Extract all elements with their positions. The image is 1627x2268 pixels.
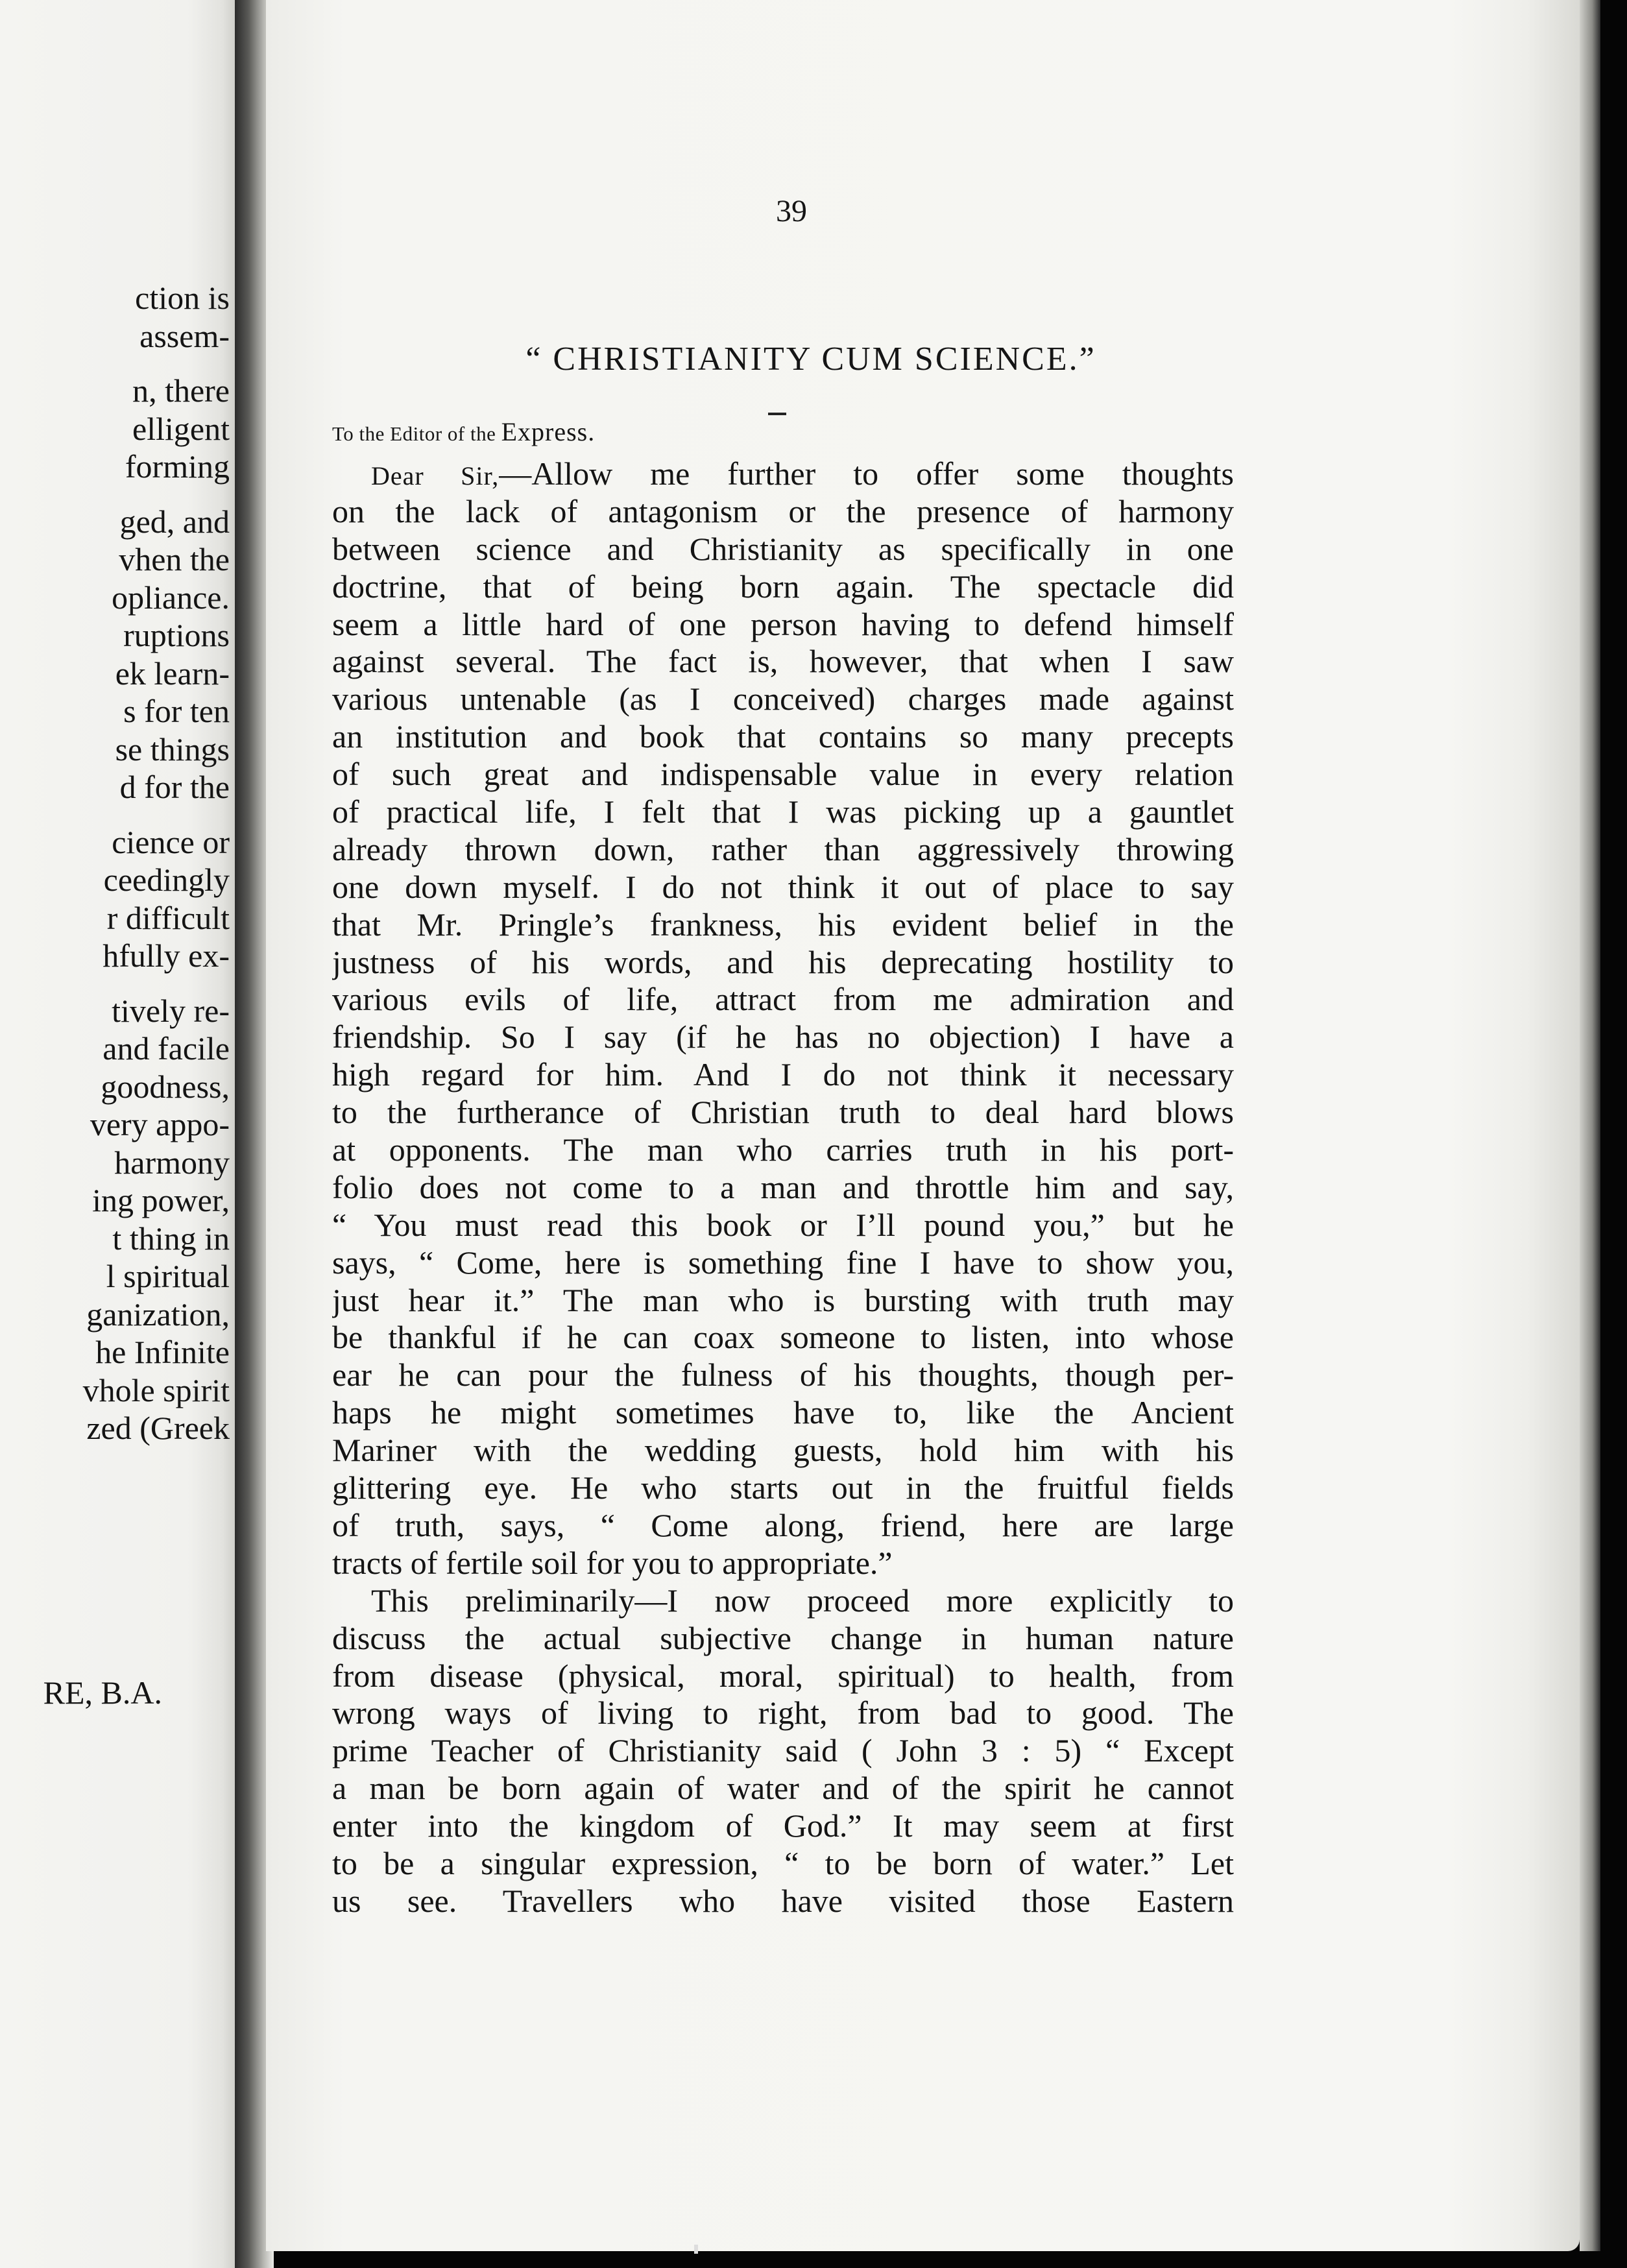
left-page-line: assem- [139, 317, 230, 354]
letter-line: of such great and indispensable value in every relation [332, 756, 1234, 793]
left-page-line: vhole spirit [82, 1371, 230, 1408]
left-page-line: ged, and [119, 503, 230, 540]
left-page-line: harmony [114, 1144, 230, 1181]
letter-line: at opponents. The man who carries truth in his port- [332, 1131, 1234, 1168]
addressee-newspaper: Express. [501, 417, 596, 446]
page-edge [1580, 0, 1600, 2251]
letter-line: says, “ Come, here is something fine I have to show you, [332, 1244, 1234, 1281]
scan-speck [694, 2245, 698, 2254]
letter-line: us see. Travellers who have visited those Eastern [332, 1882, 1234, 1919]
left-page-signature: RE, B.A. [43, 1674, 162, 1711]
letter-line: doctrine, that of being born again. The spectacle did [332, 568, 1234, 605]
left-page-line: d for the [119, 769, 230, 805]
letter-line: between science and Christianity as specifically in one [332, 530, 1234, 567]
left-page-line: n, there [132, 372, 230, 409]
left-page-line: forming [125, 448, 230, 485]
letter-line: ear he can pour the fulness of his thoughts, though per- [332, 1357, 1234, 1393]
left-page-line: se things [115, 730, 230, 767]
left-page-line: hfully ex- [102, 937, 230, 974]
letter-line: high regard for him. And I do not think it necessary [332, 1056, 1234, 1093]
left-page-line: ction is [135, 280, 230, 316]
letter-line: friendship. So I say (if he has no objection) I have a [332, 1019, 1234, 1056]
letter-line: Mariner with the wedding guests, hold him with his [332, 1432, 1234, 1469]
letter-line: various evils of life, attract from me admiration and [332, 981, 1234, 1018]
letter-line: haps he might sometimes have to, like the Ancient [332, 1394, 1234, 1431]
letter-line: This preliminarily—I now proceed more explicitly to [371, 1582, 1234, 1619]
letter-line: tracts of fertile soil for you to appropriate.” [332, 1544, 893, 1581]
page-number: 39 [776, 194, 807, 228]
letter-line: a man be born again of water and of the spirit he cannot [332, 1770, 1234, 1807]
left-page-line: ing power, [92, 1182, 230, 1218]
addressee-line [332, 416, 595, 447]
title-divider [768, 413, 786, 415]
left-page-gap [0, 355, 230, 372]
letter-line: one down myself. I do not think it out of place to say [332, 868, 1234, 905]
left-page-line: ceedingly [103, 862, 230, 898]
left-page-line: and facile [102, 1030, 230, 1067]
letter-line: wrong ways of living to right, from bad to good. The [332, 1695, 1234, 1731]
left-facing-page [0, 0, 235, 2268]
letter-line-text: —Allow me further to offer some thoughts [499, 455, 1234, 492]
left-page-gap [0, 486, 230, 503]
addressee-mid: of the [442, 422, 501, 445]
left-page-text [0, 279, 230, 1447]
letter-line: from disease (physical, moral, spiritual) to health, from [332, 1657, 1234, 1694]
left-page-line: opliance. [112, 579, 230, 616]
left-page-line: vhen the [119, 541, 230, 577]
letter-line: of truth, says, “ Come along, friend, here are large [332, 1506, 1234, 1543]
left-page-line: he Infinite [95, 1334, 230, 1370]
left-page-line: s for ten [123, 693, 230, 729]
article-title: “ CHRISTIANITY CUM SCIENCE.” [525, 341, 1096, 378]
left-page-line: ganization, [86, 1296, 230, 1333]
letter-line: discuss the actual subjective change in human nature [332, 1619, 1234, 1656]
left-page-line: cience or [112, 823, 230, 860]
left-page-gap [0, 975, 230, 992]
addressee-prefix: To the [332, 422, 391, 445]
letter-line: an institution and book that contains so many precepts [332, 718, 1234, 755]
left-page-line: l spiritual [106, 1258, 230, 1294]
letter-line: already thrown down, rather than aggressively throwing [332, 830, 1234, 867]
left-page-line: t thing in [112, 1220, 230, 1257]
letter-line: to be a singular expression, “ to be born of water.” Let [332, 1844, 1234, 1881]
letter-line: prime Teacher of Christianity said ( John 3 : 5) “ Except [332, 1732, 1234, 1769]
letter-line [332, 455, 1234, 493]
left-page-gap [0, 806, 230, 823]
letter-line: seem a little hard of one person having to defend himself [332, 605, 1234, 642]
left-page-line: elligent [132, 410, 230, 447]
letter-line: of practical life, I felt that I was picking up a gauntlet [332, 793, 1234, 830]
letter-line: be thankful if he can coax someone to listen, into whose [332, 1319, 1234, 1356]
letter-line: enter into the kingdom of God.” It may seem at first [332, 1807, 1234, 1844]
letter-line: against several. The fact is, however, that when I saw [332, 643, 1234, 680]
letter-line: to the furtherance of Christian truth to deal hard blows [332, 1094, 1234, 1131]
letter-line: glittering eye. He who starts out in the fruitful fields [332, 1469, 1234, 1506]
addressee-editor: Editor [390, 422, 442, 445]
left-page-line: ruptions [123, 617, 230, 653]
letter-line: just hear it.” The man who is bursting with truth may [332, 1281, 1234, 1318]
letter-line: various untenable (as I conceived) charges made against [332, 681, 1234, 718]
letter-line: folio does not come to a man and throttle him and say, [332, 1168, 1234, 1205]
letter-line: “ You must read this book or I’ll pound you,” but he [332, 1206, 1234, 1243]
left-page-line: goodness, [101, 1068, 230, 1105]
letter-line: on the lack of antagonism or the presence of harmony [332, 492, 1234, 529]
left-page-line: ek learn- [115, 655, 230, 692]
salutation: Dear Sir, [371, 461, 500, 490]
left-page-line: very appo- [90, 1106, 230, 1142]
left-page-line: r difficult [106, 899, 230, 936]
letter-body [332, 455, 1234, 1920]
letter-line: that Mr. Pringle’s frankness, his evident belief in the [332, 906, 1234, 943]
left-page-line: tively re- [112, 992, 230, 1029]
letter-line: justness of his words, and his deprecating hostility to [332, 943, 1234, 980]
left-page-line: zed (Greek [86, 1410, 230, 1446]
